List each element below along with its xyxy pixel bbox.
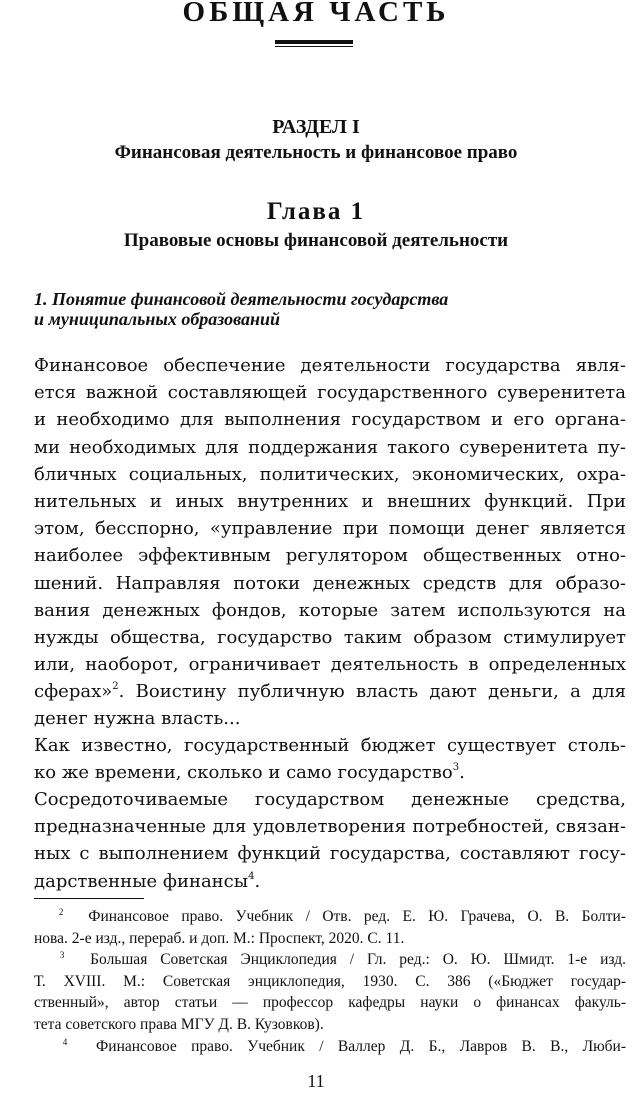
text-line: и необходимо для выполнения государством и его органа- (34, 409, 626, 431)
page-number: 11 (307, 1071, 325, 1091)
footnote-divider (34, 898, 144, 899)
footnote-2-cont: нова. 2-е изд., перераб. и доп. М.: Проспект, 2020. С. 11. (34, 929, 405, 947)
title-rule-thick (275, 40, 353, 44)
text-line (34, 868, 626, 895)
text-line (34, 678, 626, 705)
section-title: Финансовая деятельность и финансовое право (114, 142, 518, 163)
text-line: ми необходимых для поддержания такого суверенитета пу- (34, 436, 626, 458)
text-fragment: . (459, 762, 465, 784)
subsection-line-2: и муниципальных образований (34, 309, 281, 329)
text-line: нужды общества, государство таким образом стимулирует (34, 626, 626, 648)
text-line: денег нужна власть... (34, 708, 241, 730)
footnote-3-cont: тета советского права МГУ Д. В. Кузовков). (34, 1015, 324, 1033)
text-fragment: . (254, 870, 261, 892)
text-line: бличных социальных, политических, экономических, охра- (34, 463, 626, 485)
text-line: ных с выполнением функций государства, составляют госу- (34, 843, 626, 865)
text-line (34, 759, 626, 786)
text-line: ется важной составляющей государственного суверенитета (34, 382, 626, 404)
text-line: нительных и иных внутренних и внешних функций. При (34, 490, 626, 512)
section-number: РАЗДЕЛ I (272, 116, 360, 138)
chapter-title: Правовые основы финансовой деятельности (123, 230, 509, 251)
text-line: этом, бесспорно, «управление при помощи денег является (34, 518, 626, 540)
footnote-3-cont: ственный», автор статьи — профессор кафедры науки о финансах факуль- (34, 994, 626, 1012)
footnote-3-cont: Т. XVIII. М.: Советская энциклопедия, 1930. С. 386 («Бюджет государ- (34, 972, 626, 990)
paragraph-3 (34, 786, 626, 895)
paragraph-2 (34, 732, 626, 786)
subsection-heading (34, 289, 604, 329)
footnote-2: $^2$ Финансовое право. Учебник / Отв. ред. Е. Ю. Грачева, О. В. Болти- (58, 907, 627, 925)
text-fragment: . Воистину публичную власть дают деньги, а для (118, 681, 626, 703)
footnote-mark: 3 (59, 950, 65, 961)
text-line: Сосредоточиваемые государством денежные средства, (34, 789, 626, 810)
footnote-ref-2[interactable]: 2 (112, 681, 119, 693)
subsection-line-1: 1. Понятие финансовой деятельности государства (34, 289, 449, 309)
text-fragment: ко же времени, сколько и само государство (34, 762, 453, 784)
text-line: вания денежных фондов, которые затем используются на (34, 599, 626, 621)
text-line: предназначенные для удовлетворения потребностей, связан- (34, 816, 626, 838)
text-fragment: дарственные финансы (34, 870, 249, 892)
text-line: Финансовое обеспечение деятельности государства явля- (34, 355, 626, 376)
text-fragment: сферах» (34, 681, 113, 703)
paragraph-1 (34, 352, 626, 733)
footnotes (34, 906, 626, 1057)
text-line: Как известно, государственный бюджет существует столь- (34, 735, 626, 756)
footnote-mark: 4 (62, 1036, 68, 1047)
footnote-4: $^4$ Финансовое право. Учебник / Валлер Д. Б., Лавров В. В., Люби- (62, 1036, 627, 1055)
footnote-3: $^3$ Большая Советская Энциклопедия / Гл. ред.: О. Ю. Шмидт. 1-е изд. (59, 950, 626, 969)
part-title: ОБЩАЯ ЧАСТЬ (182, 0, 450, 28)
text-line: шений. Направляя потоки денежных средств для образо- (34, 572, 626, 594)
footnote-ref-4[interactable]: 4 (248, 870, 255, 882)
text-line: наиболее эффективным регулятором общественных отно- (34, 545, 626, 567)
chapter-number: Глава 1 (266, 198, 366, 225)
title-rule-thin (275, 46, 353, 47)
footnote-ref-3[interactable]: 3 (452, 762, 460, 774)
text-line: или, наоборот, ограничивает деятельность в определенных (34, 654, 626, 676)
footnote-mark: 2 (58, 907, 64, 917)
